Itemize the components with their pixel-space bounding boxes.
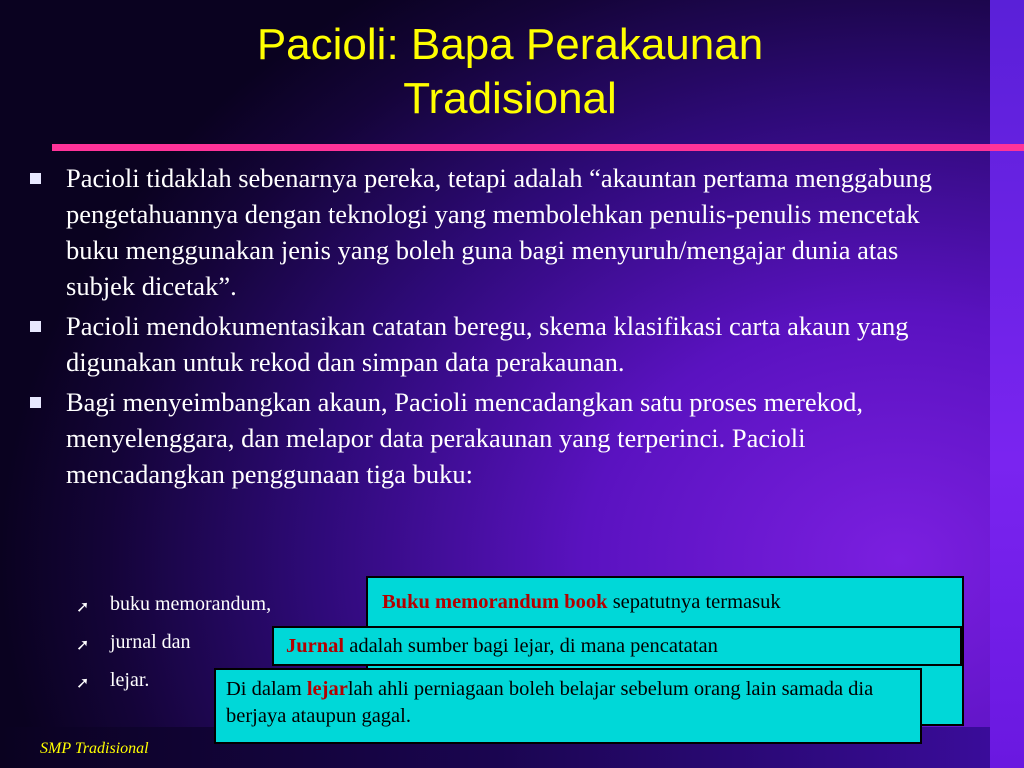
jurnal-popup[interactable] [272,626,962,666]
arrow-bullet-icon: ➚ [76,635,90,654]
title-divider [52,144,1024,151]
bullet-text: Bagi menyeimbangkan akaun, Pacioli mencadangkan satu proses merekod, menyelenggara, dan melapor data perakaunan yang terperinci. Pacioli mencadangkan penggunaan tiga buku: [66,387,863,489]
right-accent-bar [990,0,1024,768]
footer-label: SMP Tradisional [40,740,149,757]
title-line-1: Pacioli: Bapa Perakaunan [256,20,764,69]
bullet-item [28,160,938,304]
bullet-item [28,384,938,492]
jurnal-highlight: Jurnal [286,635,345,657]
lejar-prefix: Di dalam [226,678,307,700]
lejar-highlight: lejar [306,678,348,700]
jurnal-text: adalah sumber bagi lejar, di mana pencatatan [344,635,718,657]
bullet-item [28,308,938,380]
title-line-2: Tradisional [403,74,617,123]
sub-item-text: buku memorandum, [110,593,272,615]
lejar-text: lah ahli perniagaan boleh belajar sebelum orang lain samada dia berjaya ataupun gagal. [226,678,874,727]
bullet-text: Pacioli mendokumentasikan catatan beregu, skema klasifikasi carta akaun yang digunakan untuk rekod dan simpan data perakaunan. [66,311,909,377]
bullet-text: Pacioli tidaklah sebenarnya pereka, tetapi adalah “akauntan pertama menggabung pengetahuannya dengan teknologi yang membolehkan penulis-penulis mencetak buku menggunakan jenis yang boleh guna bagi menyuruh/mengajar dunia atas subjek dicetak”. [66,163,933,301]
slide-title [130,18,890,126]
memorandum-text: sepatutnya termasuk [607,591,781,613]
sub-item-text: lejar. [110,669,150,691]
square-bullet-icon [30,321,41,332]
bullet-list [28,160,938,496]
arrow-bullet-icon: ➚ [76,673,90,692]
memorandum-highlight: Buku memorandum book [382,591,608,613]
arrow-bullet-icon: ➚ [76,597,90,616]
lejar-popup[interactable] [214,668,922,744]
sub-item-text: jurnal dan [110,631,191,653]
square-bullet-icon [30,173,41,184]
square-bullet-icon [30,397,41,408]
